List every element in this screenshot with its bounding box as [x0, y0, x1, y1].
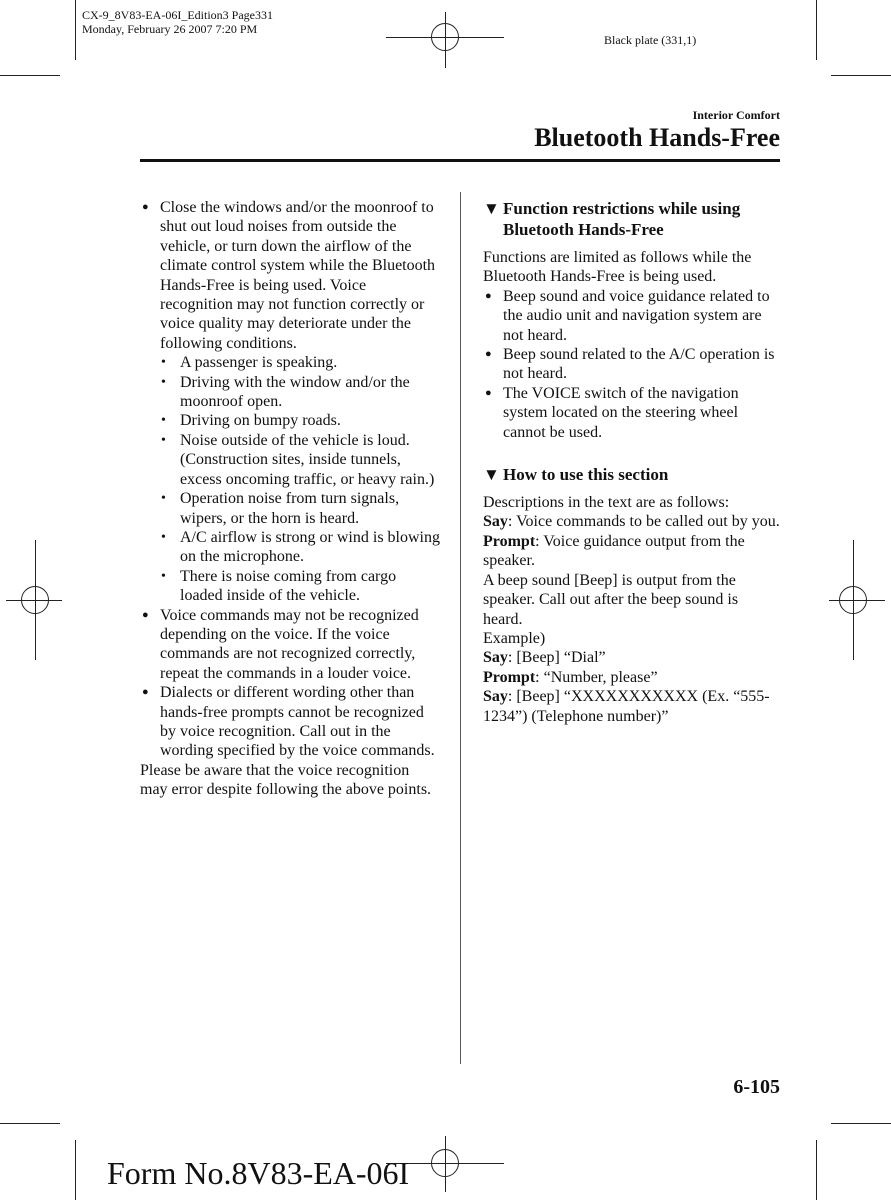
say-definition — [483, 512, 781, 531]
sub-list-item: • Operation noise from turn signals, wipers, or the horn is heard. — [160, 489, 440, 528]
list-item: ● Voice commands may not be recognized depending on the voice. If the voice commands are not recognized correctly, repeat the commands in a louder voice. — [140, 606, 440, 684]
form-number: Form No.8V83-EA-06I — [107, 1155, 410, 1191]
closing-paragraph: Please be aware that the voice recognition may error despite following the above points. — [140, 761, 432, 799]
term-text: : “Number, please” — [535, 668, 658, 686]
list-item — [140, 198, 440, 606]
print-timestamp: Monday, February 26 2007 7:20 PM — [82, 22, 258, 36]
heading-text: Function restrictions while using Bluetooth Hands-Free — [503, 199, 741, 239]
term-label: Say — [483, 649, 508, 667]
section-label: Interior Comfort — [692, 108, 780, 122]
list-item: ● Beep sound and voice guidance related to the audio unit and navigation system are not heard. — [483, 287, 781, 345]
sub-list-item: • A passenger is speaking. — [160, 353, 440, 372]
sub-list-item: • There is noise coming from cargo loaded inside of the vehicle. — [160, 567, 440, 606]
sub-list-item: • A/C airflow is strong or wind is blowing on the microphone. — [160, 528, 440, 567]
heading-text: How to use this section — [503, 465, 669, 485]
triangle-marker-icon: ▼ — [483, 199, 500, 218]
term-text: : [Beep] “XXXXXXXXXXX (Ex. “555-1234”) (Telephone number)” — [483, 688, 770, 725]
example-label: Example) — [483, 629, 546, 647]
sub-list-item: • Noise outside of the vehicle is loud. (Construction sites, inside tunnels, excess oncoming traffic, or heavy rain.) — [160, 431, 440, 489]
term-text: : [Beep] “Dial” — [507, 649, 606, 667]
print-metadata — [82, 8, 273, 36]
sub-list — [160, 353, 440, 605]
list-item: ● Dialects or different wording other than hands-free prompts cannot be recognized by voice recognition. Call out in the wording specified by the voice commands. — [140, 683, 440, 761]
example-line — [483, 668, 781, 687]
term-text: : Voice guidance output from the speaker. — [483, 532, 745, 570]
bullet-text: Close the windows and/or the moonroof to shut out loud noises from outside the vehicle, or turn down the airflow of the climate control system while the Bluetooth Hands-Free is being used. Voice recognition may not function correctly or voice quality may deteriorate under the following conditions. — [160, 199, 436, 352]
term-label: Say — [483, 688, 508, 706]
prompt-definition — [483, 532, 781, 571]
term-label: Say — [483, 513, 508, 531]
left-column — [140, 198, 440, 800]
example-line — [483, 648, 781, 667]
term-label: Prompt — [483, 532, 536, 550]
sub-list-item: • Driving on bumpy roads. — [160, 411, 440, 430]
page-number: 6-105 — [733, 1076, 780, 1098]
section-heading — [483, 198, 781, 240]
intro-paragraph: Functions are limited as follows while the Bluetooth Hands-Free is being used. — [483, 249, 752, 286]
intro-paragraph: Descriptions in the text are as follows: — [483, 494, 730, 512]
page-title: Bluetooth Hands-Free — [534, 123, 780, 152]
right-column — [483, 198, 781, 726]
term-label: Prompt — [483, 668, 536, 686]
term-text: : Voice commands to be called out by you. — [507, 513, 780, 531]
section-heading — [483, 464, 781, 485]
list-item: ● The VOICE switch of the navigation system located on the steering wheel cannot be used. — [483, 384, 781, 442]
triangle-marker-icon: ▼ — [483, 465, 500, 485]
print-file-id: CX-9_8V83-EA-06I_Edition3 Page331 — [82, 8, 273, 22]
sub-list-item: • Driving with the window and/or the moonroof open. — [160, 373, 440, 412]
beep-note: A beep sound [Beep] is output from the speaker. Call out after the beep sound is heard. — [483, 571, 739, 628]
title-rule — [140, 159, 780, 162]
column-divider — [460, 192, 461, 1064]
plate-label: Black plate (331,1) — [604, 33, 697, 47]
list-item: ● Beep sound related to the A/C operation is not heard. — [483, 345, 781, 384]
example-line — [483, 687, 781, 726]
